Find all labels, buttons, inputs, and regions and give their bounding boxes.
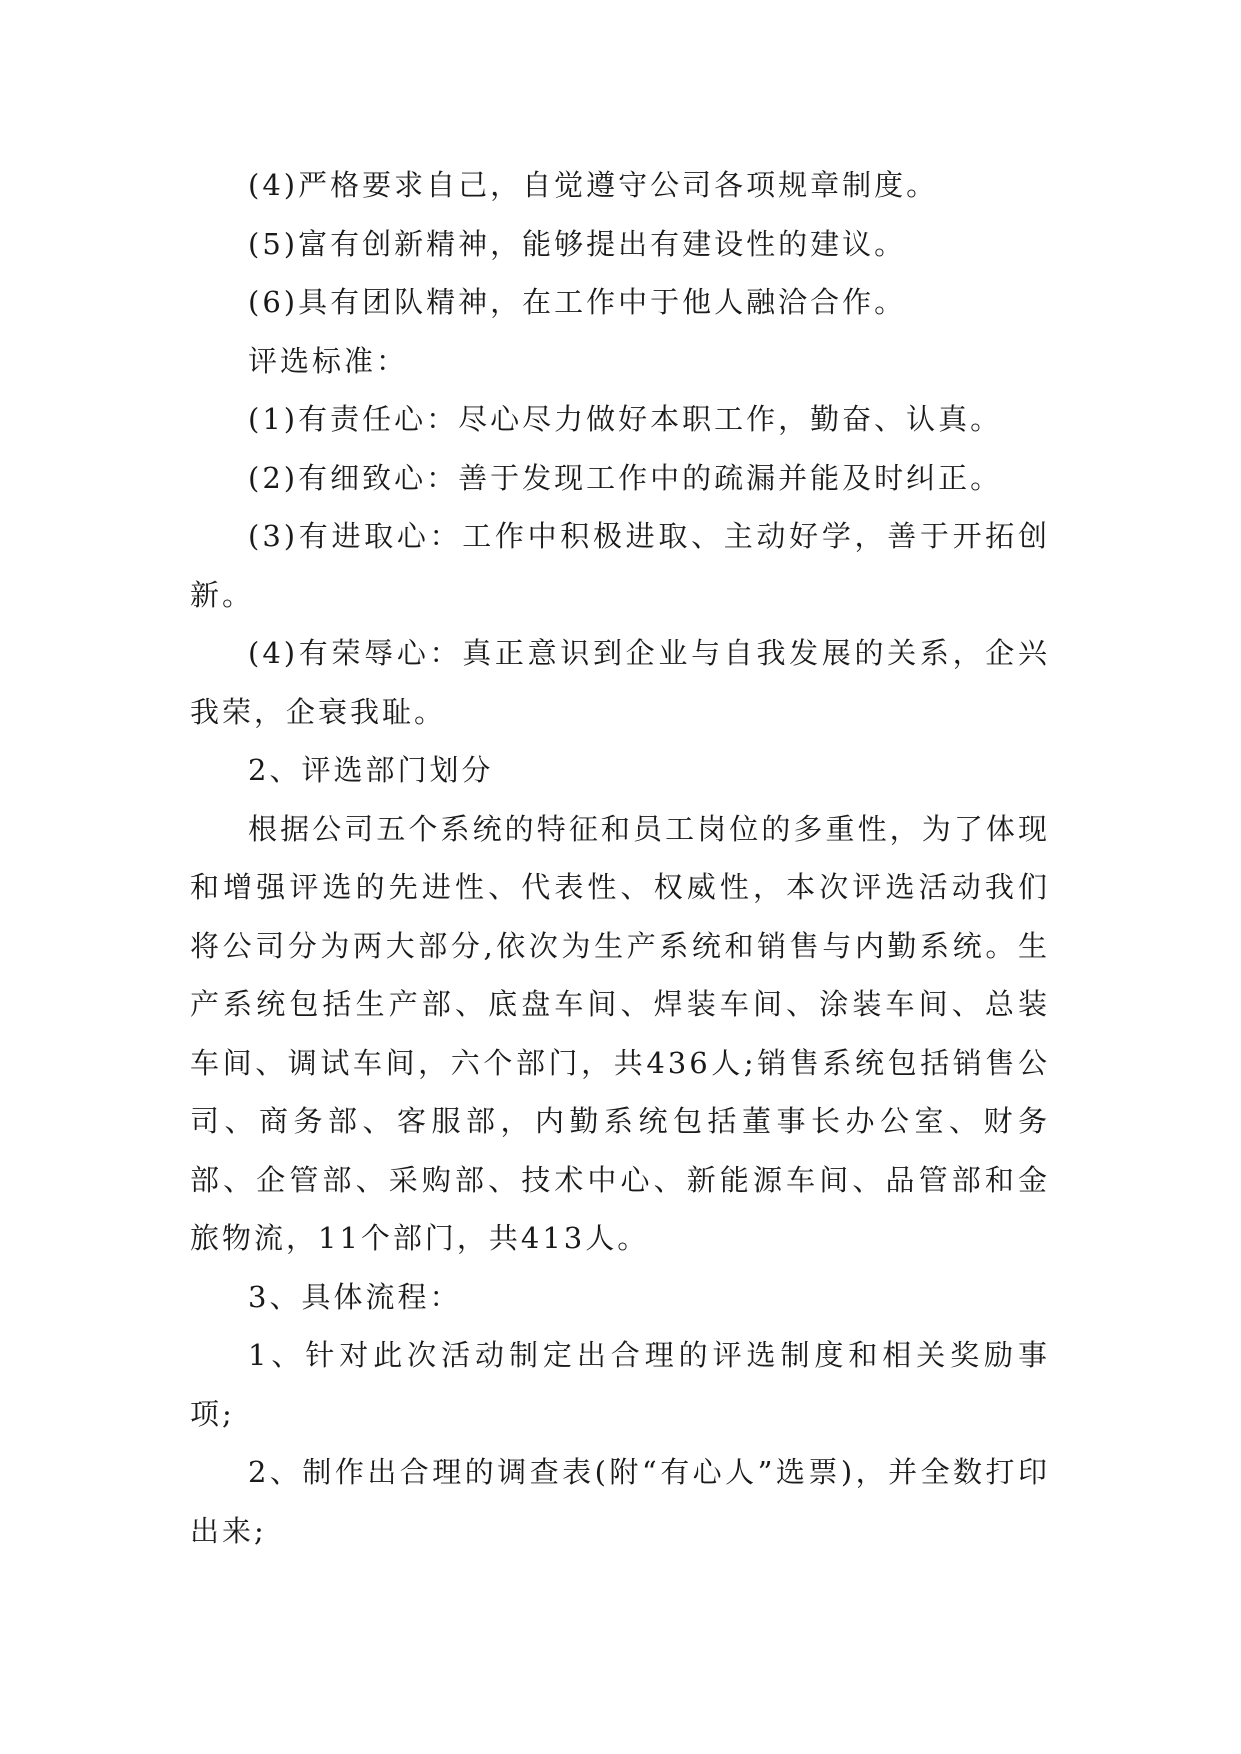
process-step-2: 2、制作出合理的调查表(附“有心人”选票)，并全数打印出来; (190, 1455, 1050, 1548)
criteria-item-3: (3)有进取心：工作中积极进取、主动好学，善于开拓创新。 (190, 519, 1050, 612)
criteria-heading: 评选标准： (248, 343, 409, 378)
requirement-item-6: (6)具有团队精神，在工作中于他人融洽合作。 (248, 285, 907, 319)
section-heading-departments: 2、评选部门划分 (248, 753, 494, 787)
requirement-item-5: (5)富有创新精神，能够提出有建设性的建议。 (248, 226, 907, 261)
requirement-item-4: (4)严格要求自己，自觉遵守公司各项规章制度。 (248, 168, 939, 202)
departments-paragraph: 根据公司五个系统的特征和员工岗位的多重性，为了体现和增强评选的先进性、代表性、权威性，本次评选活动我们将公司分为两大部分,依次为生产系统和销售与内勤系统。生产系统包括生产部、底盘车间、焊装车间、涂装车间、总装车间、调试车间，六个部门，共436人;销售系统包括销售公司、商务部、客服部，内勤系统包括董事长办公室、财务部、企管部、采购部、技术中心、新能源车间、品管部和金旅物流，11个部门，共413人。 (190, 811, 1050, 1255)
document-body (190, 156, 1050, 1560)
criteria-item-2: (2)有细致心：善于发现工作中的疏漏并能及时纠正。 (248, 460, 1003, 495)
process-step-1: 1、针对此次活动制定出合理的评选制度和相关奖励事项; (190, 1338, 1050, 1431)
section-heading-process: 3、具体流程： (248, 1279, 462, 1314)
criteria-item-4: (4)有荣辱心：真正意识到企业与自我发展的关系，企兴我荣，企衰我耻。 (190, 636, 1050, 729)
criteria-item-1: (1)有责任心：尽心尽力做好本职工作，勤奋、认真。 (248, 402, 1003, 436)
